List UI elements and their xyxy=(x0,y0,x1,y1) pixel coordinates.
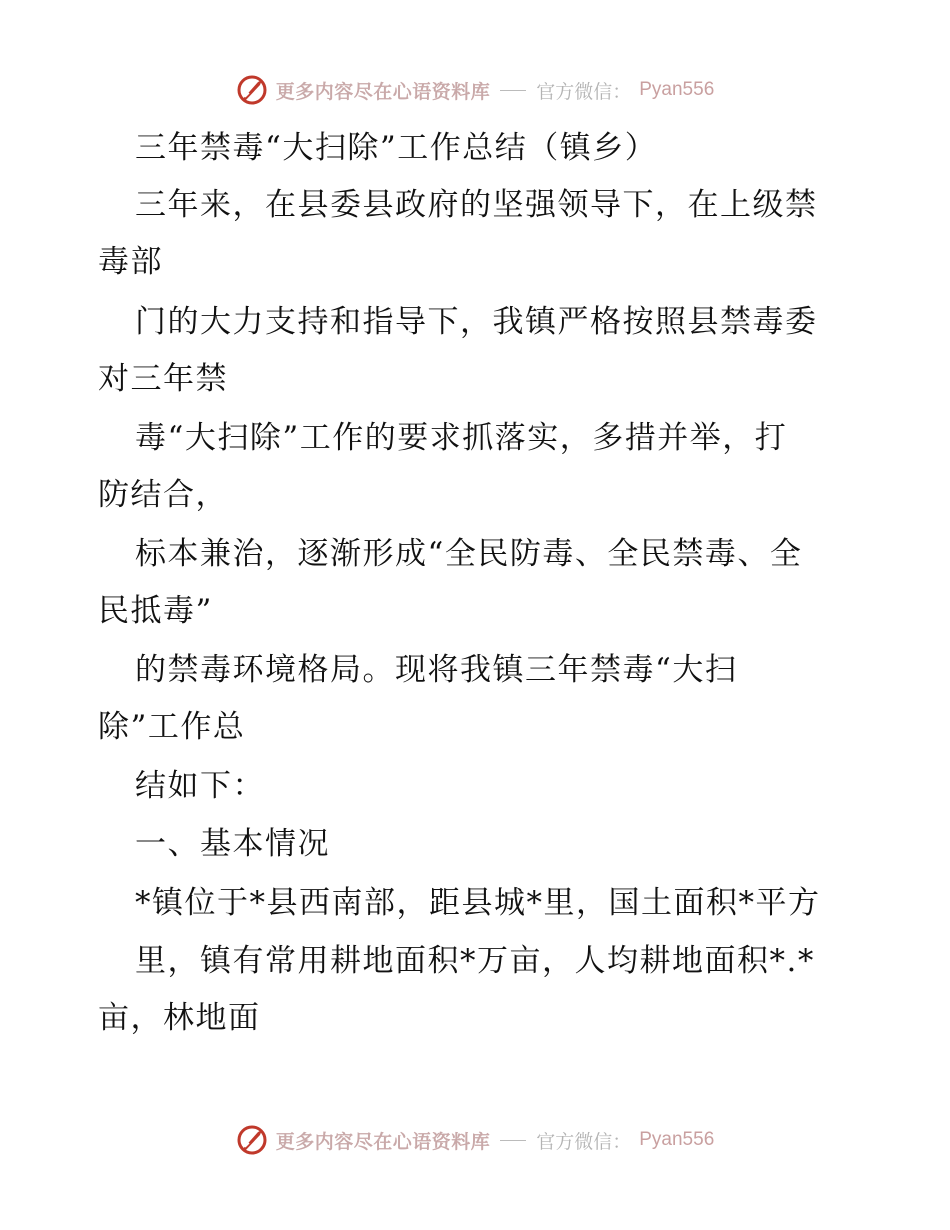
brand-text: 更多内容尽在心语资料库 xyxy=(275,80,491,103)
paragraph-line: 毒“大扫除”工作的要求抓落实，多措并举，打 xyxy=(135,420,788,456)
paragraph-line: 亩，林地面 xyxy=(98,1000,261,1036)
paragraph-line: 三年来，在县委县政府的坚强领导下，在上级禁 xyxy=(135,187,818,223)
brand-text: 更多内容尽在心语资料库 xyxy=(275,1130,491,1153)
wechat-id: Pyan556 xyxy=(639,1129,715,1150)
quill-logo-icon xyxy=(236,1124,268,1156)
paragraph-line: 结如下： xyxy=(135,768,265,804)
wechat-label: 官方微信： xyxy=(536,80,632,103)
wechat-id: Pyan556 xyxy=(639,79,715,100)
paragraph-line: *镇位于*县西南部，距县城*里，国土面积*平方 xyxy=(135,885,821,921)
wechat-label: 官方微信： xyxy=(536,1130,632,1153)
banner-divider xyxy=(500,90,526,91)
header-banner xyxy=(0,70,950,110)
paragraph-line: 里，镇有常用耕地面积*万亩，人均耕地面积*.* xyxy=(135,943,815,979)
paragraph-line: 的禁毒环境格局。现将我镇三年禁毒“大扫 xyxy=(135,652,738,688)
paragraph-line: 对三年禁 xyxy=(98,361,228,397)
paragraph-line: 防结合， xyxy=(98,477,228,513)
document-title: 三年禁毒“大扫除”工作总结（镇乡） xyxy=(135,130,658,166)
paragraph-line: 毒部 xyxy=(98,244,163,280)
paragraph-line: 民抵毒” xyxy=(98,593,213,629)
footer-banner xyxy=(0,1120,950,1160)
section-heading: 一、基本情况 xyxy=(135,826,330,862)
paragraph-line: 门的大力支持和指导下，我镇严格按照县禁毒委 xyxy=(135,304,818,340)
quill-logo-icon xyxy=(236,74,268,106)
banner-divider xyxy=(500,1140,526,1141)
paragraph-line: 除”工作总 xyxy=(98,709,246,745)
paragraph-line: 标本兼治，逐渐形成“全民防毒、全民禁毒、全 xyxy=(135,536,803,572)
